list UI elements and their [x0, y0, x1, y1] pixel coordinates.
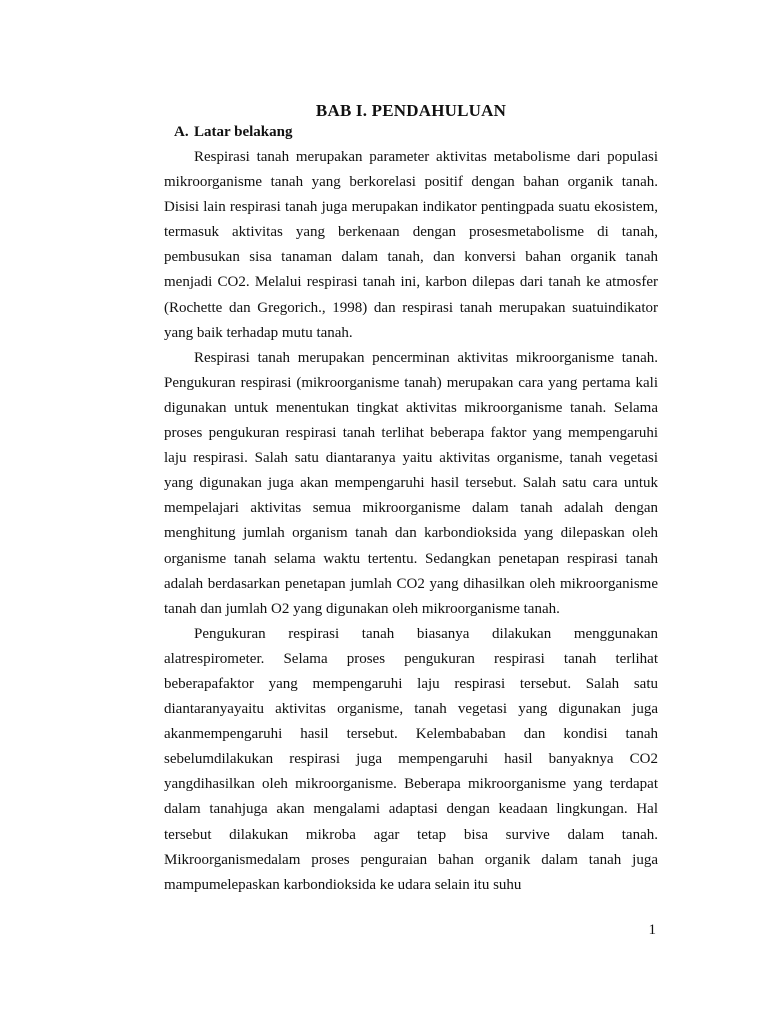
body-paragraph: Pengukuran respirasi tanah biasanya dilakukan menggunakan alatrespirometer. Selama proses pengukuran respirasi tanah terlihat beberapafaktor yang mempengaruhi laju respirasi tersebut. Salah satu diantaranyayaitu aktivitas organisme, tanah vegetasi yang digunakan juga akanmempengaruhi hasil tersebut. Kelembababan dan kondisi tanah sebelumdilakukan respirasi juga mempengaruhi hasil banyaknya CO2 yangdihasilkan oleh mikroorganisme. Beberapa mikroorganisme yang terdapat dalam tanahjuga akan mengalami adaptasi dengan keadaan lingkungan. Hal tersebut dilakukan mikroba agar tetap bisa survive dalam tanah. Mikroorganismedalam proses penguraian bahan organik dalam tanah juga mampumelepaskan karbondioksida ke udara selain itu suhu	[164, 625, 658, 893]
page-content	[164, 100, 658, 898]
section-title: Latar belakang	[194, 124, 293, 140]
chapter-title: BAB I. PENDAHULUAN	[315, 101, 507, 120]
section-label: A.	[174, 124, 189, 140]
body-paragraph: Respirasi tanah merupakan pencerminan aktivitas mikroorganisme tanah. Pengukuran respirasi (mikroorganisme tanah) merupakan cara yang pertama kali digunakan untuk menentukan tingkat aktivitas mikroorganisme tanah. Selama proses pengukuran respirasi tanah terlihat beberapa faktor yang mempengaruhi laju respirasi. Salah satu diantaranya yaitu aktivitas organisme, tanah vegetasi yang digunakan juga akan mempengaruhi hasil tersebut. Salah satu cara untuk mempelajari aktivitas semua mikroorganisme dalam tanah adalah dengan menghitung jumlah organism tanah dan karbondioksida yang dilepaskan oleh organisme tanah selama waktu tertentu. Sedangkan penetapan respirasi tanah adalah berdasarkan penetapan jumlah CO2 yang dihasilkan oleh mikroorganisme tanah dan jumlah O2 yang digunakan oleh mikroorganisme tanah.	[164, 349, 658, 617]
section-heading	[174, 122, 658, 142]
page-number: 1	[648, 922, 656, 938]
body-paragraph: Respirasi tanah merupakan parameter aktivitas metabolisme dari populasi mikroorganisme tanah yang berkorelasi positif dengan bahan organik tanah. Disisi lain respirasi tanah juga merupakan indikator pentingpada suatu ekosistem, termasuk aktivitas yang berkenaan dengan prosesmetabolisme di tanah, pembusukan sisa tanaman dalam tanah, dan konversi bahan organik tanah menjadi CO2. Melalui respirasi tanah ini, karbon dilepas dari tanah ke atmosfer (Rochette dan Gregorich., 1998) dan respirasi tanah merupakan suatuindikator yang baik terhadap mutu tanah.	[164, 149, 658, 341]
